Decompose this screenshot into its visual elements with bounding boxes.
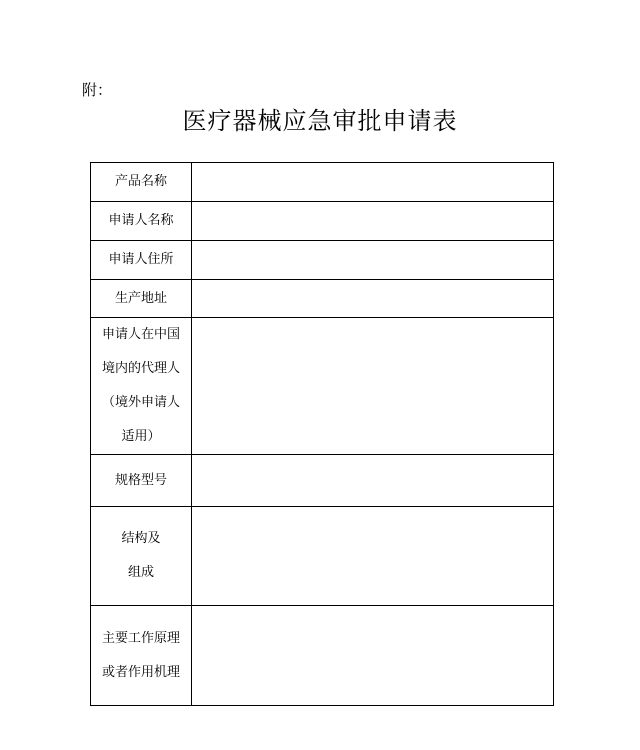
application-form-table <box>90 162 554 706</box>
label-line: （境外申请人 <box>101 395 180 410</box>
table-row <box>91 507 554 606</box>
field-label-working-principle <box>91 606 192 706</box>
field-label-applicant-address <box>91 241 192 280</box>
table-row <box>91 606 554 706</box>
field-value-working-principle[interactable] <box>192 606 554 706</box>
label-line: 组成 <box>127 565 154 580</box>
table-row <box>91 202 554 241</box>
field-value-production-address[interactable] <box>192 280 554 318</box>
label-line: 申请人在中国 <box>101 327 180 342</box>
label-line: 申请人名称 <box>108 213 174 228</box>
label-line: 生产地址 <box>114 290 167 306</box>
label-line: 或者作用机理 <box>101 664 180 680</box>
table-row <box>91 163 554 202</box>
field-value-applicant-name[interactable] <box>192 202 554 241</box>
label-line: 结构及 <box>121 531 161 546</box>
field-label-product-name <box>91 163 192 202</box>
field-label-model-spec <box>91 455 192 507</box>
table-row <box>91 241 554 280</box>
label-line: 主要工作原理 <box>101 630 180 646</box>
field-value-product-name[interactable] <box>192 163 554 202</box>
page-title: 医疗器械应急审批申请表 <box>182 107 458 135</box>
attachment-label: 附： <box>82 81 113 99</box>
table-row <box>91 318 554 455</box>
field-label-domestic-agent <box>91 318 192 455</box>
label-line: 适用） <box>121 429 161 444</box>
field-label-applicant-name <box>91 202 192 241</box>
field-value-structure-composition[interactable] <box>192 507 554 606</box>
label-line: 规格型号 <box>114 472 167 488</box>
label-line: 境内的代理人 <box>101 361 180 376</box>
label-line: 申请人住所 <box>108 252 174 267</box>
table-row <box>91 280 554 318</box>
table-row <box>91 455 554 507</box>
field-label-structure-composition <box>91 507 192 606</box>
field-value-applicant-address[interactable] <box>192 241 554 280</box>
label-line: 产品名称 <box>114 174 167 189</box>
field-value-model-spec[interactable] <box>192 455 554 507</box>
field-label-production-address <box>91 280 192 318</box>
field-value-domestic-agent[interactable] <box>192 318 554 455</box>
